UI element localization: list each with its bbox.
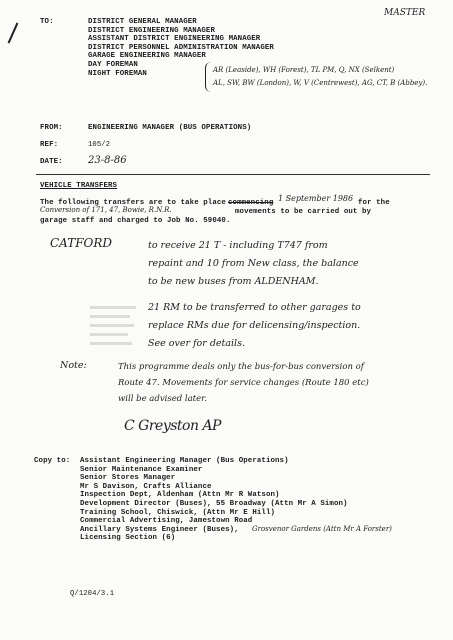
recipient-line: GARAGE ENGINEERING MANAGER bbox=[88, 52, 206, 61]
note-label: Note: bbox=[60, 360, 87, 371]
handwritten-conversion: Conversion of 171, 47, Bowie, R.N.R. bbox=[40, 206, 172, 214]
to-label: TO: bbox=[40, 18, 54, 26]
copy-to-label: Copy to: bbox=[34, 457, 71, 465]
note-line: Route 47. Movements for service changes (Route 180 etc) bbox=[118, 378, 369, 388]
show-through-marks bbox=[90, 300, 140, 362]
recipient-line: DISTRICT GENERAL MANAGER bbox=[88, 18, 197, 26]
body-text: for the bbox=[358, 199, 390, 207]
body-paragraph bbox=[40, 194, 435, 226]
copy-recipient: Licensing Section (6) bbox=[80, 534, 176, 543]
struck-text: commencing bbox=[228, 199, 274, 207]
copy-recipient: Senior Stores Manager bbox=[80, 474, 176, 483]
ref-value: 105/2 bbox=[88, 141, 111, 149]
copy-recipient: Assistant Engineering Manager (Bus Operations) bbox=[80, 457, 289, 465]
date-label: DATE: bbox=[40, 158, 63, 166]
note-line: See over for details. bbox=[148, 338, 245, 349]
handwritten-date: 1 September 1986 bbox=[278, 194, 354, 203]
copy-list bbox=[80, 457, 392, 543]
margin-pen-mark bbox=[8, 23, 19, 44]
date-value: 23-8-86 bbox=[88, 155, 127, 166]
recipient-bracket bbox=[205, 62, 211, 92]
garage-name: CATFORD bbox=[50, 236, 113, 250]
body-text: The following transfers are to take place bbox=[40, 199, 226, 207]
from-label: FROM: bbox=[40, 124, 63, 132]
footer-reference: Q/1204/3.1 bbox=[70, 590, 115, 598]
note-line: to be new buses from ALDENHAM. bbox=[148, 276, 319, 287]
note-line: to receive 21 T - including T747 from bbox=[148, 240, 328, 251]
garages-handwritten-1: AR (Leaside), WH (Forest), TL PM, Q, NX (Selkent) bbox=[213, 66, 395, 74]
recipient-line: NIGHT FOREMAN bbox=[88, 69, 147, 78]
copy-recipient: Development Director (Buses), 55 Broadway (Attn Mr A Simon) bbox=[80, 499, 348, 508]
note-line: will be advised later. bbox=[118, 394, 207, 404]
body-text: garage staff and charged to Job No. 59040. bbox=[40, 217, 231, 225]
master-annotation: MASTER bbox=[384, 8, 426, 18]
note-line: replace RMs due for delicensing/inspection. bbox=[148, 320, 361, 331]
copy-recipient: Senior Maintenance Examiner bbox=[80, 465, 203, 474]
copy-recipient: Training School, Chiswick, (Attn Mr E Hill) bbox=[80, 508, 276, 517]
subject-line: VEHICLE TRANSFERS bbox=[40, 182, 118, 190]
note-line: 21 RM to be transferred to other garages to bbox=[148, 302, 361, 313]
recipient-line: ASSISTANT DISTRICT ENGINEERING MANAGER bbox=[88, 35, 261, 44]
copy-recipient: Commercial Advertising, Jamestown Road bbox=[80, 517, 253, 526]
recipient-line: DISTRICT ENGINEERING MANAGER bbox=[88, 26, 215, 35]
recipient-line: DISTRICT PERSONNEL ADMINISTRATION MANAGER bbox=[88, 43, 274, 52]
copy-recipient: Inspection Dept, Aldenham (Attn Mr R Watson) bbox=[80, 491, 280, 500]
note-line: repaint and 10 from New class, the balance bbox=[148, 258, 359, 269]
signature: C Greyston AP bbox=[124, 418, 221, 434]
recipient-line: DAY FOREMAN bbox=[88, 60, 138, 69]
copy-recipient: Mr S Davison, Crafts Alliance bbox=[80, 482, 212, 491]
from-value: ENGINEERING MANAGER (BUS OPERATIONS) bbox=[88, 124, 252, 132]
ref-label: REF: bbox=[40, 141, 59, 149]
copy-recipient: Ancillary Systems Engineer (Buses), bbox=[80, 525, 239, 534]
body-text: movements to be carried out by bbox=[235, 208, 372, 216]
handwritten-address: Grosvenor Gardens (Attn Mr A Forster) bbox=[252, 524, 392, 533]
note-line: This programme deals only the bus-for-bus conversion of bbox=[118, 362, 364, 372]
garages-handwritten-2: AL, SW, BW (London), W, V (Centrewest), AG, CT, B (Abbey). bbox=[213, 79, 428, 87]
header-divider bbox=[36, 174, 430, 175]
